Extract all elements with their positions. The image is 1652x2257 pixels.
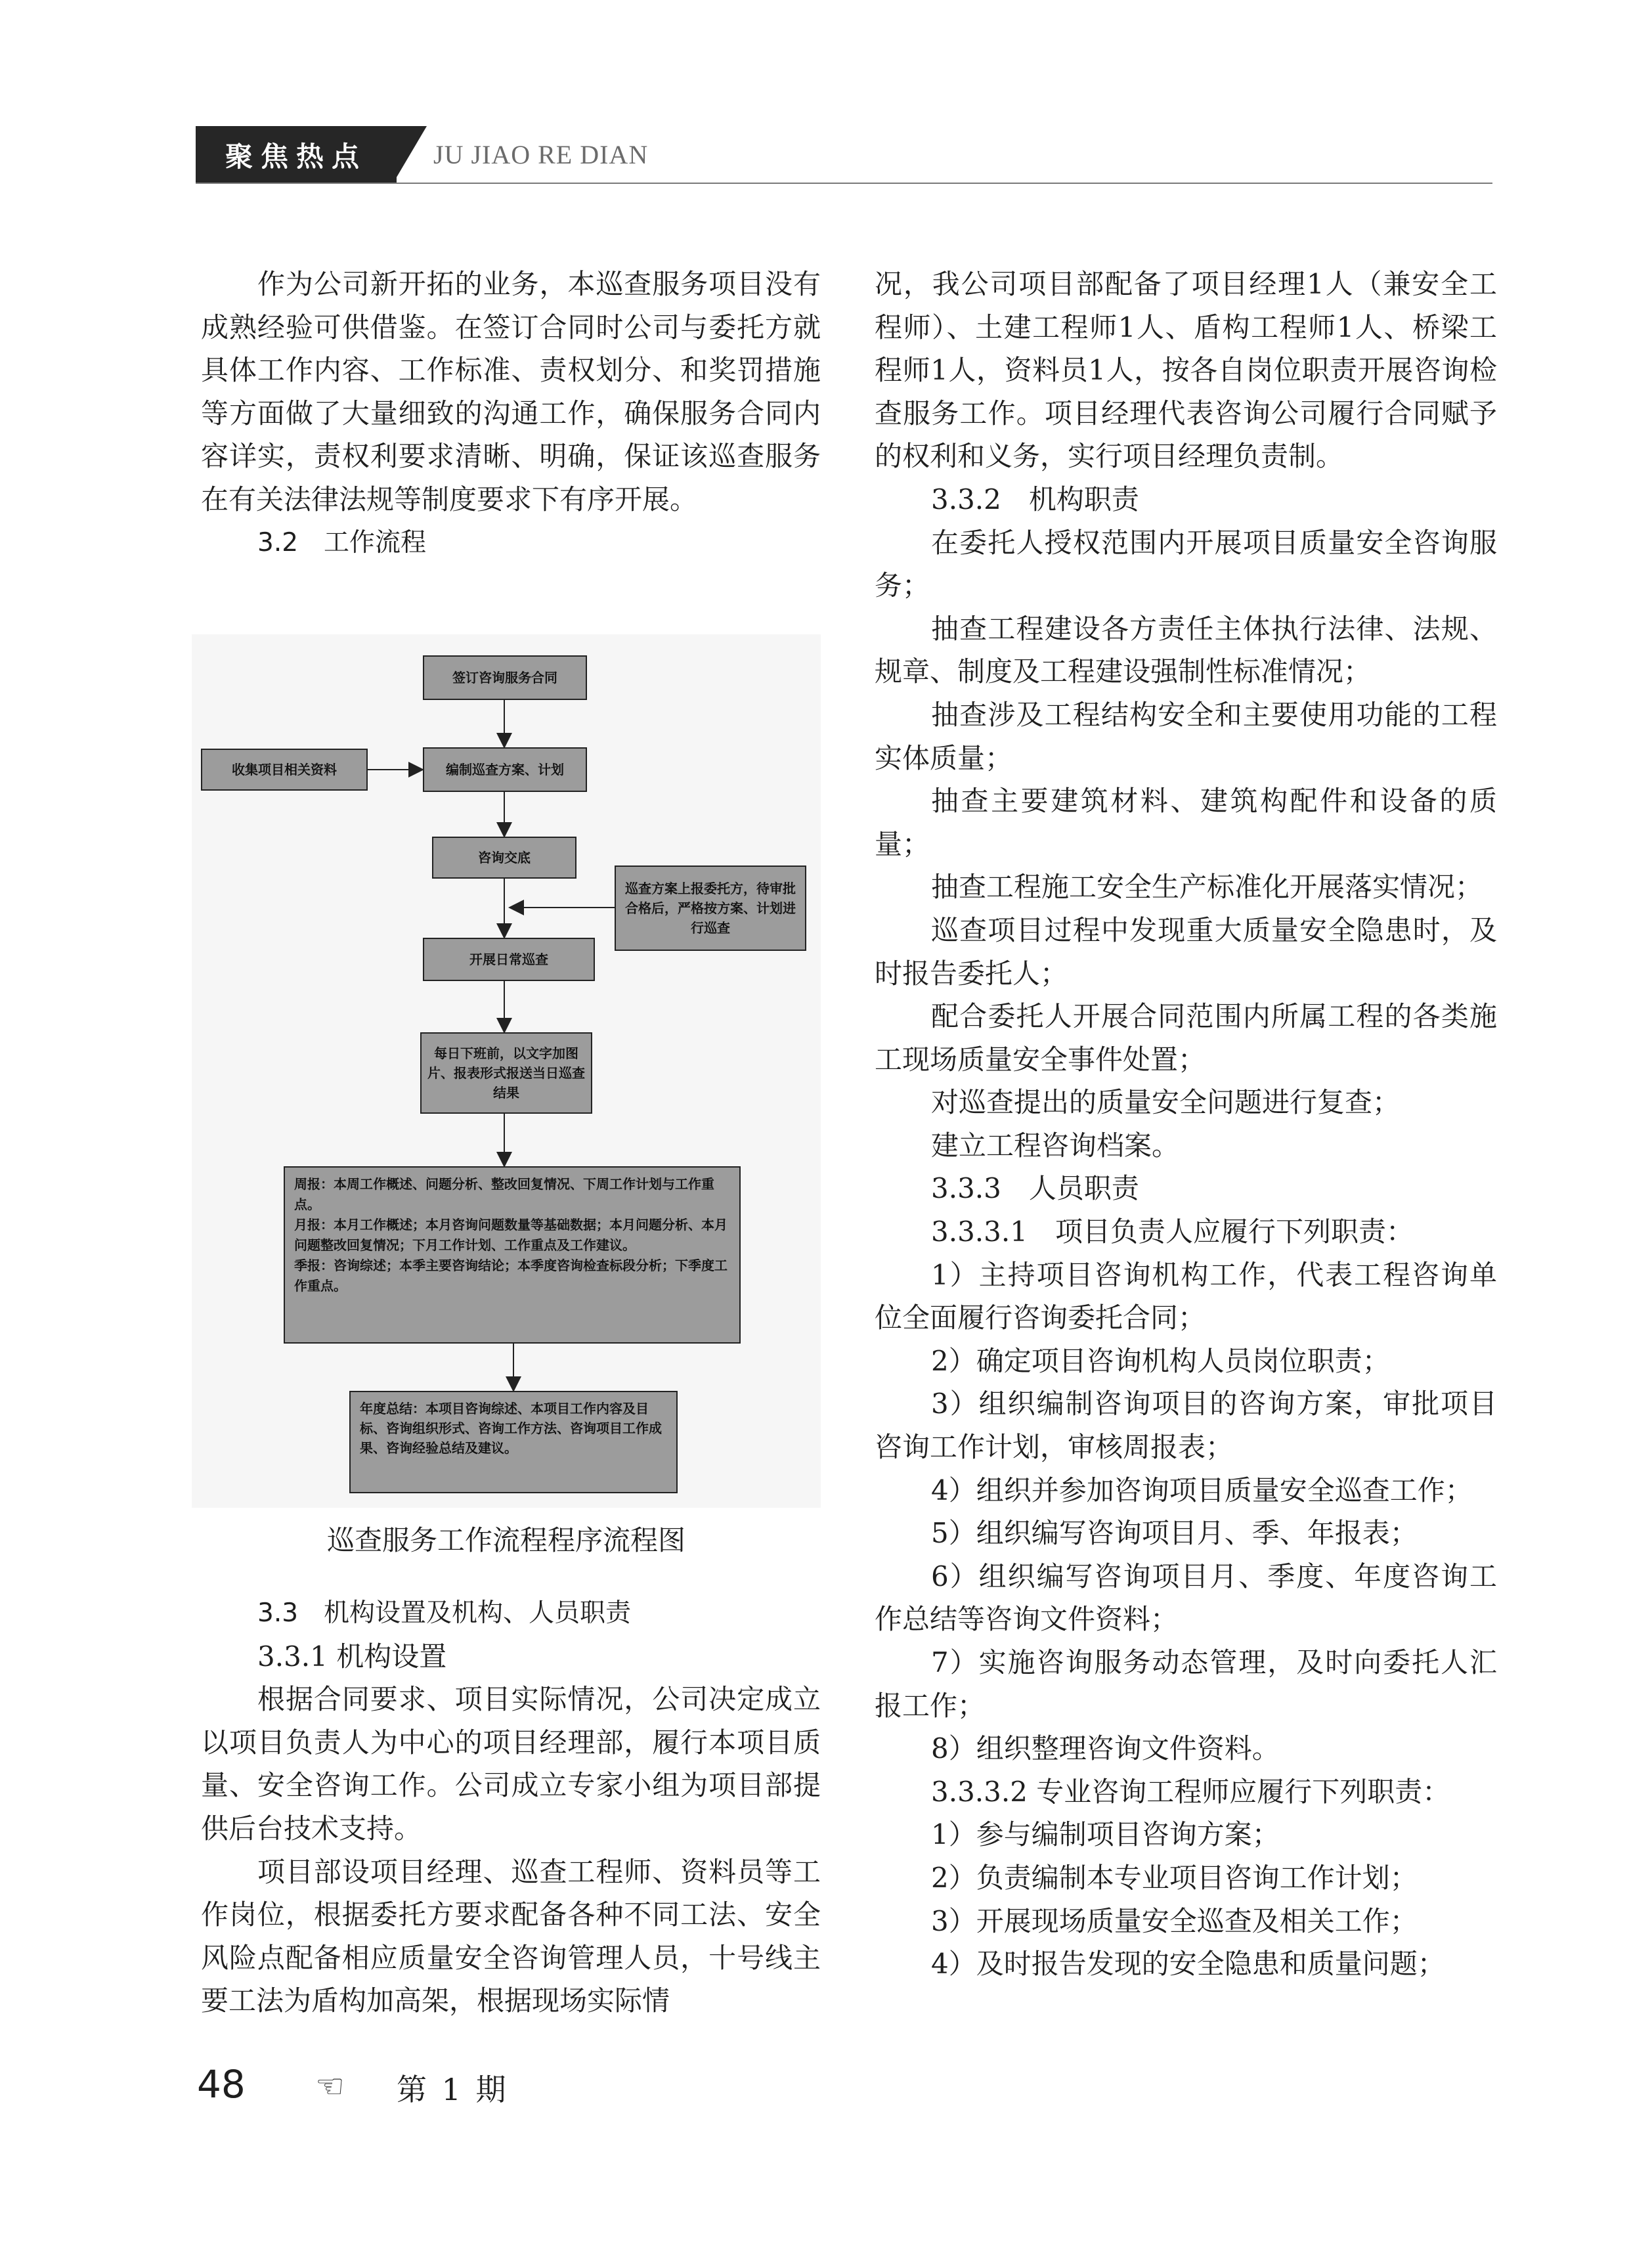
flow-step-sign-contract: 签订咨询服务合同: [423, 655, 587, 700]
flow-step-collect-materials: 收集项目相关资料: [201, 749, 368, 791]
duty-item: 6）组织编写咨询项目月、季度、年度咨询工作总结等咨询文件资料；: [875, 1560, 1497, 1636]
paragraph: 况，我公司项目部配备了项目经理1人（兼安全工程师）、土建工程师1人、盾构工程师1人、桥梁工程师1人，资料员1人，按各自岗位职责开展咨询检查服务工作。项目经理代表咨询公司履行合同赋予的权利和义务，实行项目经理负责制。: [875, 268, 1497, 473]
list-item: 在委托人授权范围内开展项目质量安全咨询服务；: [875, 526, 1497, 602]
flow-step-daily-patrol: 开展日常巡查: [423, 938, 595, 981]
figure-caption: 巡查服务工作流程程序流程图: [326, 1524, 685, 1556]
duty-item: 3）开展现场质量安全巡查及相关工作；: [931, 1904, 1418, 1937]
duty-item: 2）确定项目咨询机构人员岗位职责；: [931, 1344, 1390, 1377]
left-column-lower: [201, 1592, 821, 2023]
duty-item: 2）负责编制本专业项目咨询工作计划；: [931, 1861, 1418, 1894]
flowchart-figure: [192, 634, 821, 1508]
issue-label: 第 1 期: [397, 2072, 509, 2107]
duty-item: 1）参与编制项目咨询方案；: [931, 1818, 1280, 1851]
list-item: 巡查项目过程中发现重大质量安全隐患时，及时报告委托人；: [875, 913, 1497, 990]
list-item: 抽查工程建设各方责任主体执行法律、法规、规章、制度及工程建设强制性标准情况；: [875, 612, 1497, 688]
subsection-heading: 3.3.3 人员职责: [931, 1172, 1139, 1205]
paragraph: 根据合同要求、项目实际情况，公司决定成立以项目负责人为中心的项目经理部，履行本项目质量、安全咨询工作。公司成立专家小组为项目部提供后台技术支持。: [201, 1683, 821, 1845]
duty-item: 5）组织编写咨询项目月、季、年报表；: [931, 1517, 1418, 1550]
duty-item: 3）组织编制咨询项目的咨询方案，审批项目咨询工作计划，审核周报表；: [875, 1388, 1497, 1464]
paragraph: 项目部设项目经理、巡查工程师、资料员等工作岗位，根据委托方要求配备各种不同工法、安全风险点配备相应质量安全咨询管理人员，十号线主要工法为盾构加高架，根据现场实际情: [201, 1855, 821, 2017]
section-heading: 3.3 机构设置及机构、人员职责: [257, 1598, 632, 1628]
list-item: 配合委托人开展合同范围内所属工程的各类施工现场质量安全事件处置；: [875, 1000, 1497, 1076]
flow-step-prepare-plan: 编制巡查方案、计划: [423, 747, 587, 792]
duty-item: 1）主持项目咨询机构工作，代表工程咨询单位全面履行咨询委托合同；: [875, 1258, 1497, 1334]
list-item: 抽查主要建筑材料、建筑构配件和设备的质量；: [875, 785, 1497, 860]
list-item: 对巡查提出的质量安全问题进行复查；: [931, 1086, 1401, 1119]
left-column: [201, 263, 821, 564]
list-item: 建立工程咨询档案。: [931, 1129, 1180, 1162]
flow-step-briefing: 咨询交底: [432, 837, 576, 879]
subsection-heading: 3.3.2 机构职责: [931, 483, 1139, 515]
list-item: 抽查工程施工安全生产标准化开展落实情况；: [931, 871, 1483, 904]
right-column: [875, 263, 1497, 1986]
duty-item: 4）及时报告发现的安全隐患和质量问题；: [931, 1948, 1445, 1981]
duty-item: 4）组织并参加咨询项目质量安全巡查工作；: [931, 1474, 1473, 1506]
subsubsection-heading: 3.3.3.1 项目负责人应履行下列职责：: [931, 1216, 1414, 1248]
paragraph: 作为公司新开拓的业务，本巡查服务项目没有成熟经验可供借鉴。在签订合同时公司与委托方就具体工作内容、工作标准、责权划分、和奖罚措施等方面做了大量细致的沟通工作，确保服务合同内容详实，责权利要求清晰、明确，保证该巡查服务在有关法律法规等制度要求下有序开展。: [201, 268, 821, 515]
header-rule: [196, 183, 1492, 184]
duty-item: 7）实施咨询服务动态管理，及时向委托人汇报工作；: [875, 1646, 1497, 1722]
flow-step-annual-summary: 年度总结：本项目咨询综述、本项目工作内容及目标、咨询组织形式、咨询工作方法、咨询项目工作成果、咨询经验总结及建议。: [349, 1391, 678, 1493]
section-heading: 3.2 工作流程: [257, 527, 427, 558]
subsection-heading: 3.3.1 机构设置: [257, 1640, 447, 1673]
flow-note-plan-approval: 巡查方案上报委托方，待审批合格后，严格按方案、计划进行巡查: [615, 866, 806, 951]
section-tag-pinyin: JU JIAO RE DIAN: [433, 140, 649, 169]
flow-step-daily-report: 每日下班前，以文字加图片、报表形式报送当日巡查结果: [420, 1032, 592, 1114]
pointing-hand-icon: ☜: [315, 2067, 345, 2105]
section-tag-slant: [393, 126, 427, 184]
list-item: 抽查涉及工程结构安全和主要使用功能的工程实体质量；: [875, 698, 1497, 774]
duty-item: 8）组织整理咨询文件资料。: [931, 1732, 1280, 1765]
subsubsection-heading: 3.3.3.2 专业咨询工程师应履行下列职责：: [931, 1775, 1450, 1808]
page-number: 48: [197, 2062, 246, 2107]
flow-step-periodic-reports: 周报：本周工作概述、问题分析、整改回复情况、下周工作计划与工作重点。 月报：本月工作概述；本月咨询问题数量等基础数据；本月问题分析、本月问题整改回复情况；下月工作计划、工作重点及工作建议。 季报：咨询综述；本季主要咨询结论；本季度咨询检查标段分析；下季度工作重点。: [284, 1166, 741, 1344]
section-tag: 聚焦热点: [196, 126, 397, 184]
